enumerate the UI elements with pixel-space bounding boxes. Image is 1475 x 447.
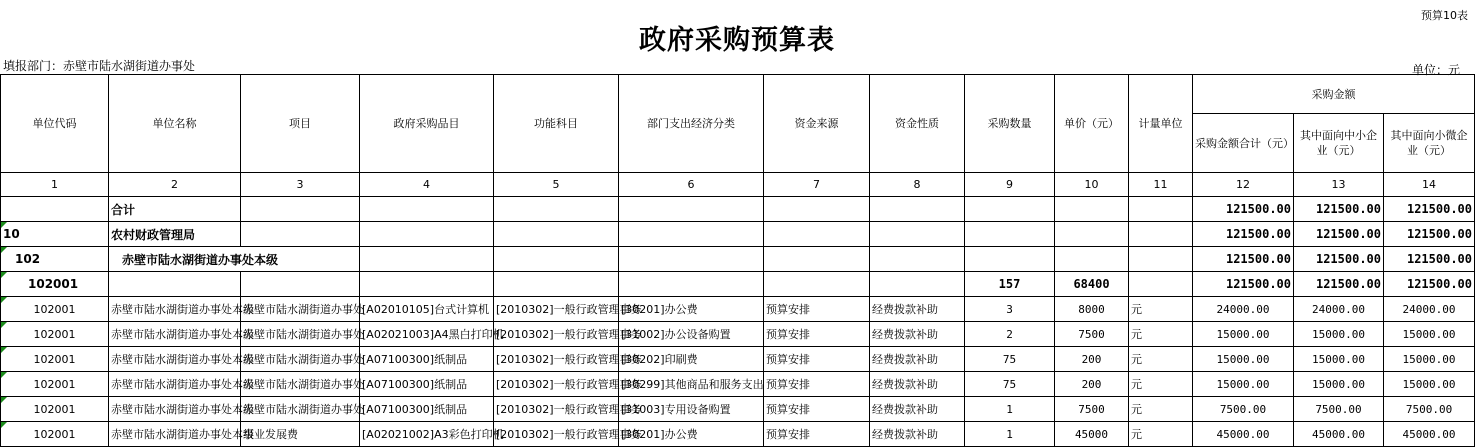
cell-sme: 7500.00 [1294, 397, 1384, 422]
table-row [1, 422, 1475, 447]
cell-micro: 7500.00 [1384, 397, 1475, 422]
cell-sme: 15000.00 [1294, 322, 1384, 347]
cell-name: 赤壁市陆水湖街道办事处本级 [109, 422, 241, 447]
col-number: 1 [1, 173, 109, 197]
cell-code: 102001 [1, 297, 109, 322]
cell-source: 预算安排 [764, 372, 870, 397]
cell-func: [2010302]一般行政管理事务 [494, 372, 619, 397]
cell-code: 102001 [1, 347, 109, 372]
cell-unit: 元 [1129, 422, 1193, 447]
cell-project: 赤壁市陆水湖街道办事处 [241, 347, 360, 372]
cell-econ: [30202]印刷费 [619, 347, 764, 372]
cell-amt: 15000.00 [1193, 347, 1294, 372]
filing-department: 填报部门：赤壁市陆水湖街道办事处 [3, 59, 196, 73]
table-body [1, 197, 1475, 447]
level3-sme-amount: 121500.00 [1294, 272, 1384, 297]
cell-name: 赤壁市陆水湖街道办事处本级 [109, 397, 241, 422]
cell-micro: 24000.00 [1384, 297, 1475, 322]
header-fund-source: 资金来源 [764, 75, 870, 173]
col-number: 3 [241, 173, 360, 197]
header-procurement-item: 政府采购品目 [360, 75, 494, 173]
cell-source: 预算安排 [764, 397, 870, 422]
cell-qty: 1 [965, 422, 1055, 447]
cell-project: 赤壁市陆水湖街道办事处 [241, 297, 360, 322]
cell-unit: 元 [1129, 372, 1193, 397]
cell-price: 7500 [1055, 397, 1129, 422]
table-row [1, 397, 1475, 422]
cell-item: [A07100300]纸制品 [360, 397, 494, 422]
currency-unit: 单位：元 [1411, 63, 1460, 77]
header-econ-class: 部门支出经济分类 [619, 75, 764, 173]
cell-func: [2010302]一般行政管理事务 [494, 397, 619, 422]
cell-item: [A07100300]纸制品 [360, 372, 494, 397]
total-row [1, 197, 1475, 222]
cell-project: 赤壁市陆水湖街道办事处 [241, 397, 360, 422]
cell-sme: 24000.00 [1294, 297, 1384, 322]
col-number: 14 [1384, 173, 1475, 197]
header-amount-total: 采购金额合计（元） [1193, 114, 1294, 173]
total-micro-amount: 121500.00 [1384, 197, 1475, 222]
cell-econ: [31002]办公设备购置 [619, 322, 764, 347]
form-number: 预算10表 [1421, 9, 1468, 22]
total-sme-amount: 121500.00 [1294, 197, 1384, 222]
table-row [1, 347, 1475, 372]
cell-project: 事业发展费 [241, 422, 360, 447]
level1-row [1, 222, 1475, 247]
col-number: 12 [1193, 173, 1294, 197]
col-number: 8 [870, 173, 965, 197]
cell-price: 200 [1055, 372, 1129, 397]
cell-nature: 经费拨款补助 [870, 297, 965, 322]
cell-econ: [31003]专用设备购置 [619, 397, 764, 422]
col-number: 4 [360, 173, 494, 197]
level2-amount: 121500.00 [1193, 247, 1294, 272]
header-unit-code: 单位代码 [1, 75, 109, 173]
level3-unit-price: 68400 [1055, 272, 1129, 297]
header-project: 项目 [241, 75, 360, 173]
total-label: 合计 [109, 197, 241, 222]
cell-nature: 经费拨款补助 [870, 422, 965, 447]
cell-nature: 经费拨款补助 [870, 372, 965, 397]
cell-source: 预算安排 [764, 347, 870, 372]
cell-name: 赤壁市陆水湖街道办事处本级 [109, 347, 241, 372]
col-number: 9 [965, 173, 1055, 197]
cell-sme: 15000.00 [1294, 372, 1384, 397]
cell-econ: [30201]办公费 [619, 422, 764, 447]
cell-unit: 元 [1129, 297, 1193, 322]
header-unit-name: 单位名称 [109, 75, 241, 173]
cell-name: 赤壁市陆水湖街道办事处本级 [109, 297, 241, 322]
cell-sme: 45000.00 [1294, 422, 1384, 447]
cell-price: 8000 [1055, 297, 1129, 322]
cell-micro: 45000.00 [1384, 422, 1475, 447]
cell-econ: [30299]其他商品和服务支出 [619, 372, 764, 397]
cell-name: 赤壁市陆水湖街道办事处本级 [109, 322, 241, 347]
table-row [1, 297, 1475, 322]
level2-name: 赤壁市陆水湖街道办事处本级 [109, 247, 360, 272]
cell-source: 预算安排 [764, 422, 870, 447]
cell-qty: 1 [965, 397, 1055, 422]
cell-amt: 15000.00 [1193, 322, 1294, 347]
header-amount-sme: 其中面向中小企业（元） [1294, 114, 1384, 173]
level1-code: 10 [1, 222, 109, 247]
cell-source: 预算安排 [764, 322, 870, 347]
col-number: 10 [1055, 173, 1129, 197]
level2-row [1, 247, 1475, 272]
cell-micro: 15000.00 [1384, 347, 1475, 372]
level1-micro-amount: 121500.00 [1384, 222, 1475, 247]
cell-project: 赤壁市陆水湖街道办事处 [241, 372, 360, 397]
cell-amt: 15000.00 [1193, 372, 1294, 397]
col-number: 5 [494, 173, 619, 197]
cell-price: 7500 [1055, 322, 1129, 347]
level3-code: 102001 [1, 272, 109, 297]
procurement-budget-table [0, 74, 1475, 447]
header-amount-group: 采购金额 [1193, 75, 1475, 114]
cell-func: [2010302]一般行政管理事务 [494, 322, 619, 347]
cell-econ: [30201]办公费 [619, 297, 764, 322]
cell-name: 赤壁市陆水湖街道办事处本级 [109, 372, 241, 397]
level3-row [1, 272, 1475, 297]
col-number: 13 [1294, 173, 1384, 197]
level1-amount: 121500.00 [1193, 222, 1294, 247]
header-measure-unit: 计量单位 [1129, 75, 1193, 173]
level2-micro-amount: 121500.00 [1384, 247, 1475, 272]
level1-sme-amount: 121500.00 [1294, 222, 1384, 247]
col-number: 6 [619, 173, 764, 197]
cell-price: 200 [1055, 347, 1129, 372]
cell-code: 102001 [1, 372, 109, 397]
header-function-subject: 功能科目 [494, 75, 619, 173]
cell-item: [A02010105]台式计算机 [360, 297, 494, 322]
cell-func: [2010302]一般行政管理事务 [494, 297, 619, 322]
header-unit-price: 单价（元） [1055, 75, 1129, 173]
cell-item: [A07100300]纸制品 [360, 347, 494, 372]
cell-micro: 15000.00 [1384, 322, 1475, 347]
level2-code: 102 [1, 247, 109, 272]
cell-func: [2010302]一般行政管理事务 [494, 422, 619, 447]
level2-sme-amount: 121500.00 [1294, 247, 1384, 272]
level3-micro-amount: 121500.00 [1384, 272, 1475, 297]
level3-quantity: 157 [965, 272, 1055, 297]
cell-unit: 元 [1129, 322, 1193, 347]
cell-unit: 元 [1129, 397, 1193, 422]
cell-amt: 45000.00 [1193, 422, 1294, 447]
cell-nature: 经费拨款补助 [870, 322, 965, 347]
header-amount-micro: 其中面向小微企业（元） [1384, 114, 1475, 173]
cell-sme: 15000.00 [1294, 347, 1384, 372]
page-title: 政府采购预算表 [639, 25, 835, 56]
level1-name: 农村财政管理局 [109, 222, 241, 247]
cell-amt: 7500.00 [1193, 397, 1294, 422]
cell-item: [A02021002]A3彩色打印机 [360, 422, 494, 447]
col-number: 7 [764, 173, 870, 197]
header-quantity: 采购数量 [965, 75, 1055, 173]
cell-nature: 经费拨款补助 [870, 347, 965, 372]
cell-code: 102001 [1, 322, 109, 347]
cell-func: [2010302]一般行政管理事务 [494, 347, 619, 372]
cell-project: 赤壁市陆水湖街道办事处 [241, 322, 360, 347]
cell-qty: 3 [965, 297, 1055, 322]
cell-source: 预算安排 [764, 297, 870, 322]
cell-nature: 经费拨款补助 [870, 397, 965, 422]
cell-item: [A02021003]A4黑白打印机 [360, 322, 494, 347]
level3-amount: 121500.00 [1193, 272, 1294, 297]
cell-code: 102001 [1, 422, 109, 447]
table-row [1, 372, 1475, 397]
cell-qty: 2 [965, 322, 1055, 347]
cell-qty: 75 [965, 372, 1055, 397]
cell-price: 45000 [1055, 422, 1129, 447]
cell-micro: 15000.00 [1384, 372, 1475, 397]
col-number: 11 [1129, 173, 1193, 197]
cell-code: 102001 [1, 397, 109, 422]
col-number: 2 [109, 173, 241, 197]
cell-amt: 24000.00 [1193, 297, 1294, 322]
cell-qty: 75 [965, 347, 1055, 372]
header-fund-nature: 资金性质 [870, 75, 965, 173]
table-row [1, 322, 1475, 347]
total-amount: 121500.00 [1193, 197, 1294, 222]
cell-unit: 元 [1129, 347, 1193, 372]
